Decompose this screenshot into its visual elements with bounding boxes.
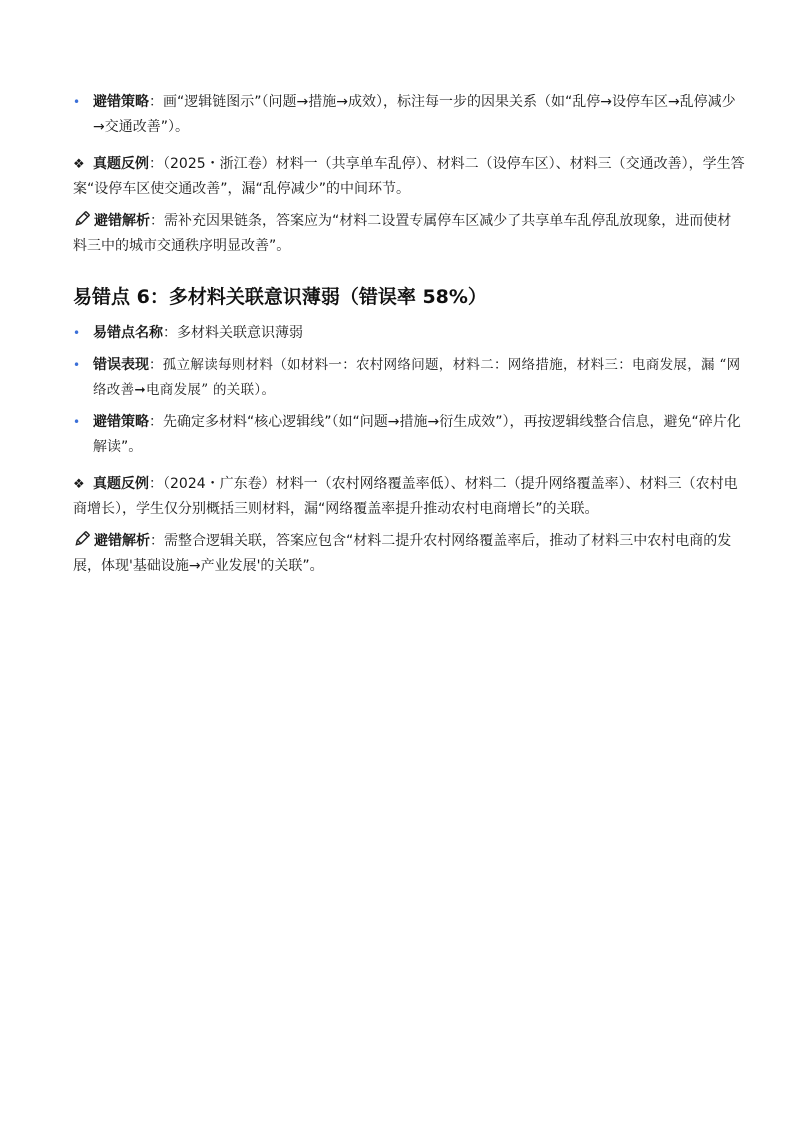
strategy-label-2: 避错策略 (93, 414, 149, 430)
example-label-2: 真题反例 (93, 476, 149, 492)
example-paragraph (73, 152, 745, 202)
analysis-label: 避错解析 (94, 213, 150, 229)
error-label: 错误表现 (93, 357, 149, 373)
strategy-bullet-2 (73, 410, 745, 460)
pencil-icon (73, 210, 91, 228)
pencil-icon (73, 530, 91, 548)
strategy-label: 避错策略 (93, 94, 149, 110)
name-bullet (73, 321, 745, 346)
analysis-label-2: 避错解析 (94, 533, 150, 549)
example-text: ：（2025・浙江卷）材料一（共享单车乱停）、材料二（设停车区）、材料三（交通改善），学生答案“设停车区使交通改善”，漏“乱停减少”的中间环节。 (73, 156, 745, 197)
error-text: ：孤立解读每则材料（如材料一：农村网络问题，材料二：网络措施，材料三：电商发展，漏 “网络改善➞电商发展” 的关联）。 (93, 357, 741, 398)
strategy-bullet (73, 90, 745, 140)
diamond-icon: ❖ (73, 157, 85, 172)
section-mistake-6 (73, 283, 745, 579)
document-page (73, 90, 745, 579)
example-paragraph-2 (73, 472, 745, 522)
analysis-text: ：需补充因果链条，答案应为“材料二设置专属停车区减少了共享单车乱停乱放现象，进而使材料三中的城市交通秩序明显改善”。 (73, 213, 732, 254)
analysis-paragraph-2 (73, 529, 745, 579)
name-text: ：多材料关联意识薄弱 (163, 325, 303, 341)
strategy-text: ：画“逻辑链图示”（问题→措施→成效），标注每一步的因果关系（如“乱停→设停车区→乱停减少→交通改善”）。 (93, 94, 736, 135)
name-label: 易错点名称 (93, 325, 163, 341)
example-label: 真题反例 (93, 156, 149, 172)
bullet-dot-icon: • (73, 358, 81, 372)
bullet-dot-icon: • (73, 326, 81, 340)
diamond-icon: ❖ (73, 477, 85, 492)
analysis-text-2: ：需整合逻辑关联，答案应包含“材料二提升农村网络覆盖率后，推动了材料三中农村电商的发展，体现'基础设施→产业发展'的关联”。 (73, 533, 732, 574)
analysis-paragraph (73, 209, 745, 259)
error-bullet (73, 353, 745, 403)
section-heading: 易错点 6：多材料关联意识薄弱（错误率 58%） (73, 286, 487, 308)
example-text-2: ：（2024・广东卷）材料一（农村网络覆盖率低）、材料二（提升网络覆盖率）、材料三（农村电商增长），学生仅分别概括三则材料，漏“网络覆盖率提升推动农村电商增长”的关联。 (73, 476, 738, 517)
bullet-dot-icon: • (73, 95, 81, 109)
bullet-dot-icon: • (73, 415, 81, 429)
strategy-text-2: ：先确定多材料“核心逻辑线”（如“问题→措施→衍生成效”），再按逻辑线整合信息，避免“碎片化解读”。 (93, 414, 741, 455)
